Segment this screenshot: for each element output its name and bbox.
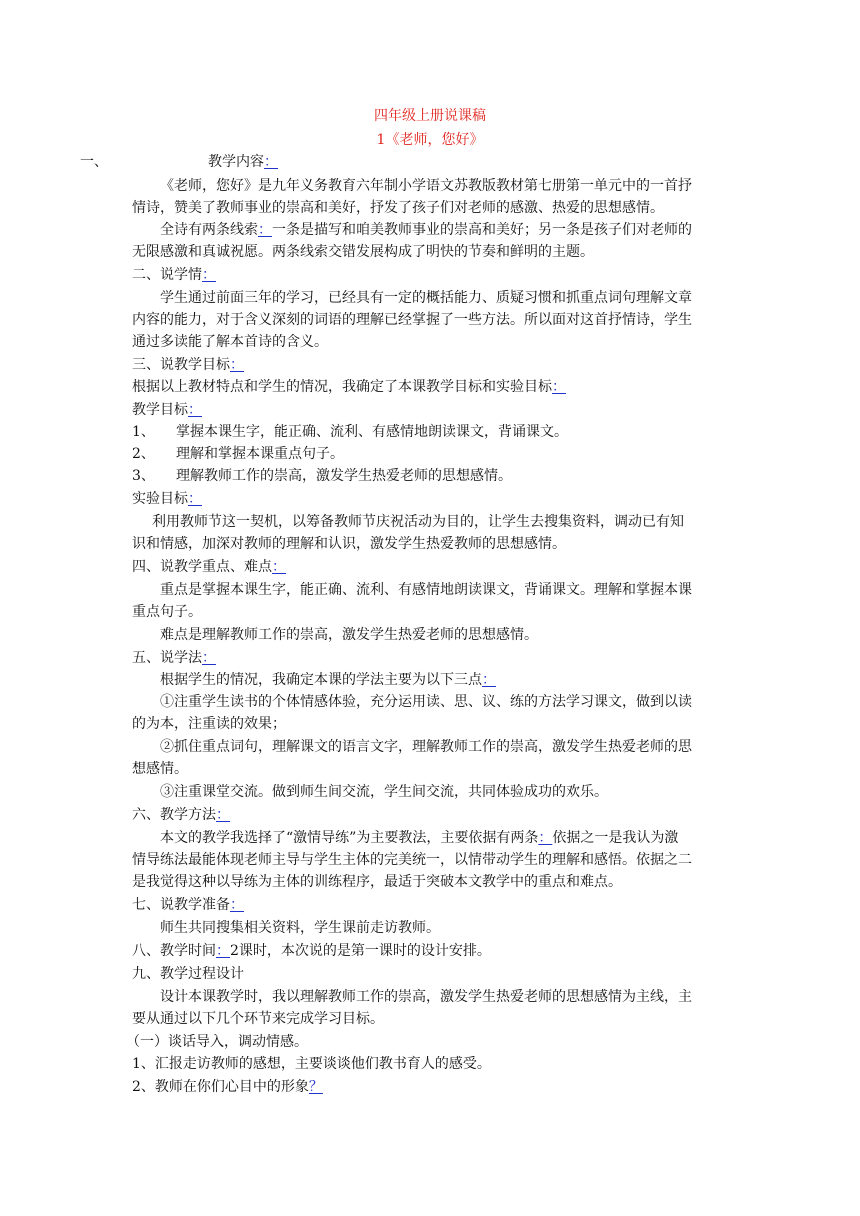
- section-6-para-line-1: [160, 828, 678, 848]
- section-5-intro: [160, 670, 496, 690]
- experiment-goals-label-mark: ：: [188, 491, 202, 507]
- method-3: ③注重课堂交流。做到师生间交流，学生间交流，共同体验成功的欢乐。: [160, 784, 608, 800]
- section-8-heading-mark: ：: [216, 943, 230, 959]
- section-3-intro-text: 根据以上教材特点和学生的情况，我确定了本课教学目标和实验目标: [132, 379, 552, 395]
- section-8-heading-text: 八、教学时间: [132, 943, 216, 959]
- section-9-para-line-2: 要从通过以下几个环节来完成学习目标。: [132, 1011, 384, 1027]
- goal-1-text: 掌握本课生字，能正确、流利、有感情地朗读课文，背诵课文。: [176, 424, 568, 440]
- section-6-heading: [132, 805, 230, 825]
- section-8-heading: [132, 941, 491, 961]
- goal-3-number: 3、: [132, 468, 155, 484]
- method-1-line-1: ①注重学生读书的个体情感体验，充分运用读、思、议、练的方法学习课文，做到以读: [160, 694, 692, 710]
- section-9-para-line-1: 设计本课教学时，我以理解教师工作的崇高，激发学生热爱老师的思想感情为主线，主: [160, 989, 692, 1005]
- section-4-para-2: 难点是理解教师工作的崇高，激发学生热爱老师的思想感情。: [160, 627, 538, 643]
- section-9-item-2-text: 2、教师在你们心目中的形象: [132, 1079, 309, 1095]
- section-9-item-2-mark: ？: [308, 1079, 323, 1095]
- goal-2-number: 2、: [132, 446, 155, 462]
- section-6-para-pre: 本文的教学我选择了“激情导练”为主要教法，主要依据有两条: [160, 830, 539, 846]
- section-4-para-1-line-2: 重点句子。: [132, 604, 202, 620]
- section-5-intro-mark: ：: [482, 672, 496, 688]
- section-9-sub-1: （一）谈话导入，调动情感。: [126, 1034, 308, 1050]
- section-7-heading: [132, 895, 244, 915]
- method-1-line-2: 的为本，注重读的效果；: [132, 716, 286, 732]
- section-2-heading-mark: ：: [202, 267, 216, 283]
- goal-1-number: 1、: [132, 424, 155, 440]
- section-7-heading-text: 七、说教学准备: [132, 897, 230, 913]
- section-9-item-1: 1、汇报走访教师的感想，主要谈谈他们教书育人的感受。: [132, 1056, 491, 1072]
- section-7-para: 师生共同搜集相关资料，学生课前走访教师。: [160, 920, 440, 936]
- section-5-intro-text: 根据学生的情况，我确定本课的学法主要为以下三点: [160, 672, 482, 688]
- section-6-para-line-2: 情导练法最能体现老师主导与学生主体的完美统一，以情带动学生的理解和感悟。依据之二: [132, 852, 692, 868]
- section-6-heading-text: 六、教学方法: [132, 807, 216, 823]
- section-1-number: 一、: [80, 154, 108, 170]
- section-2-para-line-1: 学生通过前面三年的学习，已经具有一定的概括能力、质疑习惯和抓重点词句理解文章: [160, 290, 692, 306]
- experiment-goals-label-text: 实验目标: [132, 491, 188, 507]
- section-4-para-1-line-1: 重点是掌握本课生字，能正确、流利、有感情地朗读课文，背诵课文。理解和掌握本课: [160, 582, 692, 598]
- teaching-goals-label-mark: ：: [188, 402, 202, 418]
- experiment-goals-line-1: 利用教师节这一契机，以筹备教师节庆祝活动为目的，让学生去搜集资料，调动已有知: [152, 514, 684, 530]
- section-3-heading-mark: ：: [230, 357, 244, 373]
- section-1-heading-text: 教学内容: [208, 154, 264, 170]
- experiment-goals-label: [132, 489, 202, 509]
- section-1-para-2-line-2: 无限感激和真诚祝愿。两条线索交错发展构成了明快的节奏和鲜明的主题。: [132, 244, 594, 260]
- section-3-heading-text: 三、说教学目标: [132, 357, 230, 373]
- teaching-goals-label: [132, 400, 202, 420]
- document-title: 四年级上册说课稿: [374, 108, 486, 124]
- section-1-heading: [208, 152, 278, 172]
- section-6-para-mark: ：: [538, 830, 553, 846]
- section-1-para-2-pre: 全诗有两条线索: [160, 222, 258, 238]
- section-1-para-2-mark: ：: [258, 222, 272, 238]
- teaching-goals-label-text: 教学目标: [132, 402, 188, 418]
- goal-2-text: 理解和掌握本课重点句子。: [176, 446, 344, 462]
- section-1-para-1-line-1: 《老师，您好》是九年义务教育六年制小学语文苏教版教材第七册第一单元中的一首抒: [160, 178, 692, 194]
- document-subtitle: 1《老师，您好》: [376, 132, 484, 148]
- section-1-para-1-line-2: 情诗，赞美了教师事业的崇高和美好，抒发了孩子们对老师的感激、热爱的思想感情。: [132, 200, 664, 216]
- section-3-intro-mark: ：: [552, 379, 566, 395]
- section-9-item-2: [132, 1077, 323, 1097]
- section-2-para-line-3: 通过多读能了解本首诗的含义。: [132, 334, 328, 350]
- section-4-heading: [132, 557, 286, 577]
- section-5-heading: [132, 648, 216, 668]
- section-9-heading: 九、教学过程设计: [132, 966, 244, 982]
- section-4-heading-text: 四、说教学重点、难点: [132, 559, 272, 575]
- section-1-para-2-post: 一条是描写和咱美教师事业的崇高和美好；另一条是孩子们对老师的: [272, 222, 692, 238]
- section-6-para-line-3: 是我觉得这种以导练为主体的训练程序，最适于突破本文教学中的重点和难点。: [132, 874, 622, 890]
- section-7-heading-mark: ：: [230, 897, 244, 913]
- goal-3-text: 理解教师工作的崇高，激发学生热爱老师的思想感情。: [176, 468, 512, 484]
- section-2-heading-text: 二、说学情: [132, 267, 202, 283]
- section-5-heading-mark: ：: [202, 650, 216, 666]
- section-3-heading: [132, 355, 244, 375]
- experiment-goals-line-2: 识和情感，加深对教师的理解和认识，激发学生热爱教师的思想感情。: [132, 536, 566, 552]
- section-5-heading-text: 五、说学法: [132, 650, 202, 666]
- section-2-heading: [132, 265, 216, 285]
- section-3-intro: [132, 377, 566, 397]
- section-2-para-line-2: 内容的能力，对于含义深刻的词语的理解已经掌握了一些方法。所以面对这首抒情诗，学生: [132, 312, 692, 328]
- section-8-para: 2课时，本次说的是第一课时的设计安排。: [230, 943, 491, 959]
- section-6-para-post: 依据之一是我认为激: [552, 830, 679, 846]
- section-1-heading-mark: ：: [264, 154, 278, 170]
- method-2-line-2: 想感情。: [132, 761, 188, 777]
- method-2-line-1: ②抓住重点词句，理解课文的语言文字，理解教师工作的崇高，激发学生热爱老师的思: [160, 739, 692, 755]
- section-1-para-2-line-1: [160, 220, 692, 240]
- section-6-heading-mark: ：: [216, 807, 230, 823]
- section-4-heading-mark: ：: [272, 559, 286, 575]
